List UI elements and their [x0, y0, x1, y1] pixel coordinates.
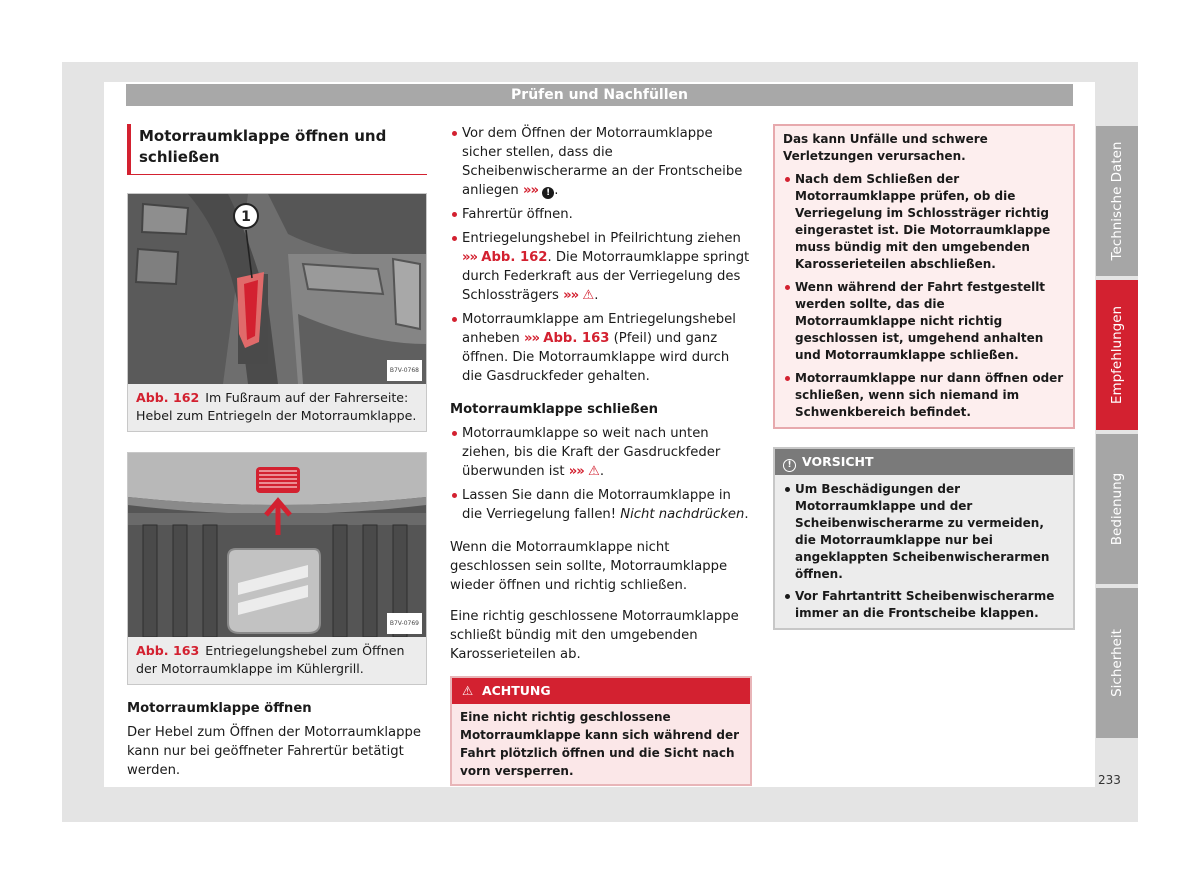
figure-162	[127, 193, 427, 432]
paragraph: Wenn die Motorraumklappe nicht geschlossen sein sollte, Motorraumklappe wieder öffnen und richtig schließen.	[450, 540, 728, 593]
warning-text: Eine nicht richtig geschlossene Motorraumklappe kann sich während der Fahrt plötzlich öffnen und die Sicht nach vorn versperren.	[460, 710, 740, 778]
figure-reference-link[interactable]: Abb. 162	[481, 250, 548, 265]
list-item: Wenn während der Fahrt festgestellt werden sollte, das die Motorraumklappe nicht richtig geschlossen ist, umgehend anhalten und Motorraumklappe schließen.	[783, 279, 1065, 364]
arrow-icon: »	[570, 288, 579, 303]
warning-box	[450, 676, 752, 786]
tab-label: Bedienung	[1109, 472, 1125, 546]
list-item: Vor dem Öffnen der Motorraumklappe sicher stellen, dass die Scheibenwischerarme an der Frontscheibe anliegen »» ! .	[450, 124, 752, 200]
column-middle	[450, 124, 752, 786]
grille-drawing	[128, 453, 426, 637]
grille-illustration	[128, 453, 426, 637]
warning-continuation-box	[773, 124, 1075, 429]
list-item: Fahrertür öffnen.	[450, 205, 752, 224]
warning-triangle-icon[interactable]: ⚠	[582, 288, 595, 303]
tab-bedienung[interactable]	[1096, 434, 1138, 584]
bullet-text: . Die Motorraumklappe springt durch Federkraft aus der Verriegelung des Schlossträgers	[462, 250, 750, 303]
arrow-icon: »	[576, 464, 584, 479]
tab-label: Empfehlungen	[1109, 305, 1125, 405]
bullet-text: Vor dem Öffnen der Motorraumklappe sicher stellen, dass die Scheibenwischerarme an der Frontscheibe anliegen	[462, 126, 743, 198]
figure-label[interactable]: Abb. 163	[136, 643, 200, 658]
list-item: Motorraumklappe nur dann öffnen oder schließen, wenn sich niemand im Schwenkbereich befindet.	[783, 370, 1065, 421]
caution-header	[775, 449, 1073, 475]
list-item: Motorraumklappe so weit nach unten ziehen, bis die Kraft der Gasdruckfeder überwunden ist »» ⚠.	[450, 424, 752, 481]
footwell-illustration	[128, 194, 426, 384]
arrow-icon: »	[530, 183, 538, 198]
caution-box	[773, 447, 1075, 630]
subheading-close: Motorraumklappe schließen	[450, 402, 659, 417]
tab-label: Sicherheit	[1109, 629, 1125, 697]
section-title: Motorraumklappe öffnen und schließen	[127, 124, 427, 175]
footwell-drawing	[128, 194, 426, 384]
column-left	[127, 124, 427, 792]
bullet-text: Motorraumklappe so weit nach unten ziehen, bis die Kraft der Gasdruckfeder überwunden ist	[462, 426, 721, 479]
arrow-icon: »	[563, 288, 571, 303]
list-item: Nach dem Schließen der Motorraumklappe prüfen, ob die Verriegelung im Schlossträger richtig eingerastet ist. Die Motorraumklappe muss bündig mit den umgebenden Karosserieteilen abschließen.	[783, 171, 1065, 273]
figure-caption	[128, 384, 426, 431]
arrow-icon: »	[522, 183, 531, 198]
figure-code: B7V-0769	[387, 613, 422, 634]
list-item: Entriegelungshebel in Pfeilrichtung ziehen »» Abb. 162. Die Motorraumklappe springt durch Federkraft aus der Verriegelung des Schlossträgers »» ⚠.	[450, 229, 752, 305]
figure-reference-link[interactable]: Abb. 163	[543, 331, 610, 346]
list-item: Vor Fahrtantritt Scheibenwischerarme immer an die Frontscheibe klappen.	[783, 588, 1065, 622]
bullet-text: (Pfeil) und ganz öffnen. Die Motorraumklappe wird durch die Gasdruckfeder gehalten.	[462, 331, 730, 384]
tab-label: Technische Daten	[1109, 141, 1125, 261]
tab-sicherheit[interactable]	[1096, 588, 1138, 738]
subheading-open: Motorraumklappe öffnen	[127, 701, 312, 716]
list-item	[450, 310, 752, 386]
tab-empfehlungen[interactable]	[1096, 280, 1138, 430]
figure-caption	[128, 637, 426, 684]
arrow-icon: »	[469, 250, 478, 265]
list-item: Lassen Sie dann die Motorraumklappe in die Verriegelung fallen! Nicht nachdrücken.	[450, 486, 752, 524]
column-right	[773, 124, 1075, 630]
caption-text: Entriegelungshebel zum Öffnen der Motorraumklappe im Kühlergrill.	[136, 643, 405, 676]
page-number: 233	[1098, 773, 1121, 787]
bullet-text: Lassen Sie dann die Motorraumklappe in die Verriegelung fallen!	[462, 488, 731, 522]
caution-icon[interactable]: !	[542, 187, 554, 199]
warning-triangle-icon: ⚠	[462, 683, 474, 698]
figure-163	[127, 452, 427, 685]
arrow-icon: »	[568, 464, 577, 479]
figure-code: B7V-0768	[387, 360, 422, 381]
tab-technische-daten[interactable]	[1096, 126, 1138, 276]
list-item: Um Beschädigungen der Motorraumklappe und der Scheibenwischerarme zu vermeiden, die Motorraumklappe nur bei angeklappten Scheibenwischerarmen öffnen.	[783, 481, 1065, 583]
warning-intro: Das kann Unfälle und schwere Verletzungen verursachen.	[783, 132, 988, 163]
warning-header	[452, 678, 750, 704]
figure-label[interactable]: Abb. 162	[136, 390, 200, 405]
chapter-header: Prüfen und Nachfüllen	[126, 84, 1073, 106]
arrow-icon: »	[523, 331, 532, 346]
callout-number: 1	[241, 209, 251, 225]
caution-title: VORSICHT	[802, 454, 874, 469]
warning-triangle-icon[interactable]: ⚠	[587, 464, 600, 479]
caution-body	[775, 475, 1073, 628]
paragraph-open: Der Hebel zum Öffnen der Motorraumklappe kann nur bei geöffneter Fahrertür betätigt werden.	[127, 725, 421, 778]
bullet-text: Motorraumklappe am Entriegelungshebel anheben	[462, 312, 736, 346]
arrow-icon: »	[531, 331, 540, 346]
paragraph: Eine richtig geschlossene Motorraumklappe schließt bündig mit den umgebenden Karosserieteilen ab.	[450, 609, 739, 662]
warning-title: ACHTUNG	[481, 683, 551, 698]
bullet-text: Entriegelungshebel in Pfeilrichtung ziehen	[462, 231, 741, 246]
arrow-icon: »	[462, 250, 470, 265]
emphasis-text: Nicht nachdrücken	[620, 507, 745, 522]
info-circle-icon: !	[783, 459, 796, 472]
caption-text: Im Fußraum auf der Fahrerseite: Hebel zum Entriegeln der Motorraumklappe.	[136, 390, 417, 423]
